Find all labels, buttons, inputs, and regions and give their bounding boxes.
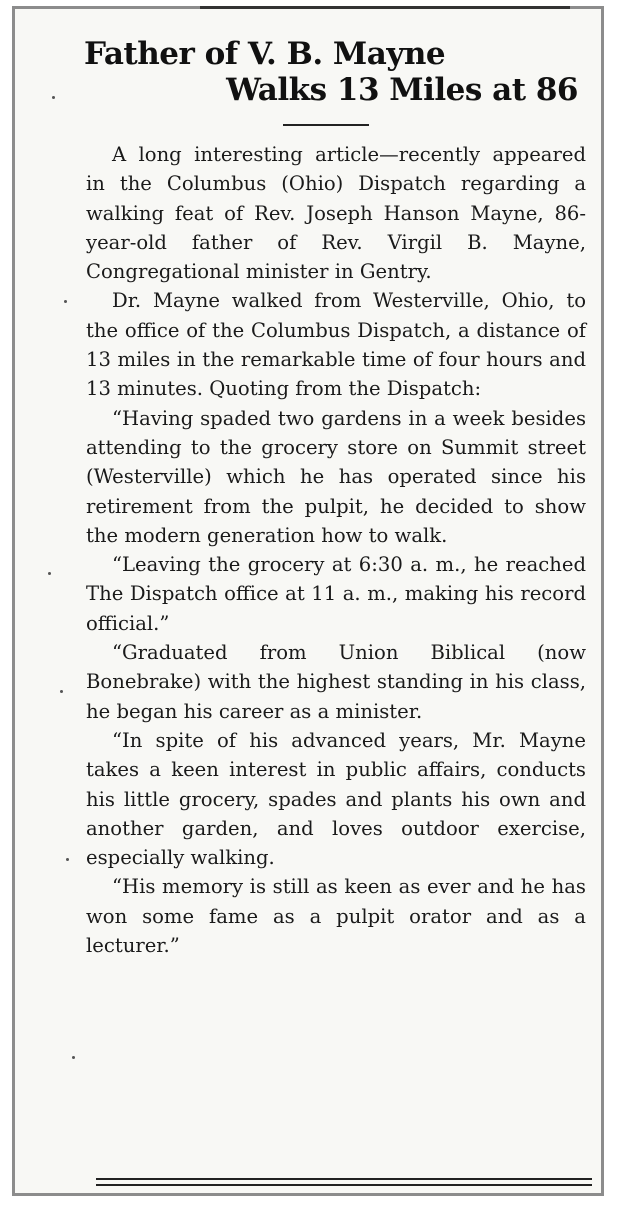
article-paragraph: A long interesting article—recently appeared in the Columbus (Ohio) Dispatch regarding a walking feat of Rev. Joseph Hanson Mayne, 86-year-old father of Rev. Virgil B. Mayne, Congregational minister in Gentry. [86,143,586,284]
print-speck [72,1056,75,1059]
article-paragraph: “Having spaded two gardens in a week besides attending to the grocery store on Summit street (Westerville) which he has operated since his retirement from the pulpit, he decided to show the modern generation how to walk. [86,406,586,547]
article-paragraph: Dr. Mayne walked from Westerville, Ohio, to the office of the Columbus Dispatch, a distance of 13 miles in the remarkable time of four hours and 13 minutes. Quoting from the Dispatch: [86,289,586,401]
print-speck [52,96,55,99]
article-paragraph: “In spite of his advanced years, Mr. Mayne takes a keen interest in public affairs, conducts his little grocery, spades and plants his own and another garden, and loves outdoor exercise, especially walking. [86,728,586,870]
article-paragraph: “Graduated from Union Biblical (now Bonebrake) with the highest standing in his class, he began his career as a minister. [86,641,586,723]
headline-line-1: Father of V. B. Mayne [84,36,446,72]
bottom-rule [96,1184,592,1186]
print-speck [48,572,51,575]
article-paragraph: “Leaving the grocery at 6:30 a. m., he reached The Dispatch office at 11 a. m., making his record official.” [86,553,586,635]
headline [70,36,590,108]
print-speck [60,690,63,693]
top-column-rule [200,6,570,9]
print-speck [66,858,69,861]
article-body [86,140,586,960]
print-speck [64,300,67,303]
article-paragraph: “His memory is still as keen as ever and he has won some fame as a pulpit orator and as a lecturer.” [86,875,586,958]
headline-divider [283,124,369,126]
headline-line-2: Walks 13 Miles at 86 [226,72,578,108]
bottom-rule [96,1178,592,1180]
